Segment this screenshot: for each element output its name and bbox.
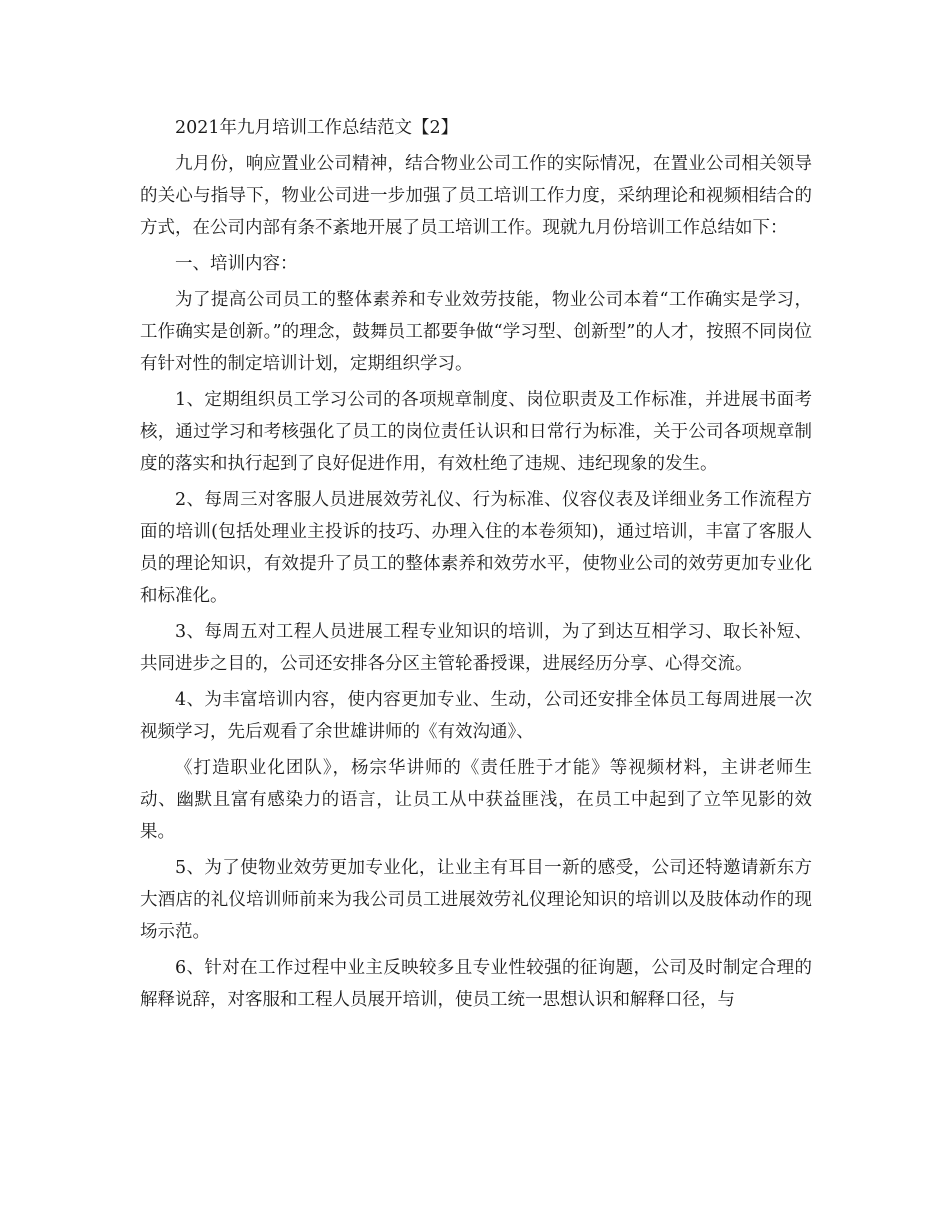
paragraph-item-4: 4、为丰富培训内容，使内容更加专业、生动，公司还安排全体员工每周进展一次视频学习，先后观看了余世雄讲师的《有效沟通》、 [140, 690, 812, 742]
paragraph-intro: 九月份，响应置业公司精神，结合物业公司工作的实际情况，在置业公司相关领导的关心与指导下，物业公司进一步加强了员工培训工作力度，采纳理论和视频相结合的方式，在公司内部有条不紊地开展了员工培训工作。现就九月份培训工作总结如下： [140, 154, 812, 238]
paragraph-item-5: 5、为了使物业效劳更加专业化，让业主有耳目一新的感受，公司还特邀请新东方大酒店的礼仪培训师前来为我公司员工进展效劳礼仪理论知识的培训以及肢体动作的现场示范。 [140, 858, 812, 942]
paragraph-item-2: 2、每周三对客服人员进展效劳礼仪、行为标准、仪容仪表及详细业务工作流程方面的培训(包括处理业主投诉的技巧、办理入住的本卷须知)，通过培训，丰富了客服人员的理论知识，有效提升了员工的整体素养和效劳水平，使物业公司的效劳更加专业化和标准化。 [140, 490, 812, 606]
document-title: 2021年九月培训工作总结范文【2】 [175, 118, 459, 138]
paragraph-item-3: 3、每周五对工程人员进展工程专业知识的培训，为了到达互相学习、取长补短、共同进步之目的，公司还安排各分区主管轮番授课，进展经历分享、心得交流。 [140, 622, 812, 674]
section-heading-training-content: 一、培训内容： [175, 254, 298, 274]
paragraph-item-6: 6、针对在工作过程中业主反映较多且专业性较强的征询题，公司及时制定合理的解释说辞，对客服和工程人员展开培训，使员工统一思想认识和解释口径，与 [140, 958, 812, 1010]
paragraph-training-philosophy: 为了提高公司员工的整体素养和专业效劳技能，物业公司本着“工作确实是学习，工作确实是创新。”的理念，鼓舞员工都要争做“学习型、创新型”的人才，按照不同岗位有针对性的制定培训计划，定期组织学习。 [140, 290, 812, 374]
document-body [140, 112, 812, 1020]
paragraph-item-4-continued: 《打造职业化团队》，杨宗华讲师的《责任胜于才能》等视频材料，主讲老师生动、幽默且富有感染力的语言，让员工从中获益匪浅，在员工中起到了立竿见影的效果。 [140, 758, 812, 842]
paragraph-item-1: 1、定期组织员工学习公司的各项规章制度、岗位职责及工作标准，并进展书面考核，通过学习和考核强化了员工的岗位责任认识和日常行为标准，关于公司各项规章制度的落实和执行起到了良好促进作用，有效杜绝了违规、违纪现象的发生。 [140, 390, 812, 474]
